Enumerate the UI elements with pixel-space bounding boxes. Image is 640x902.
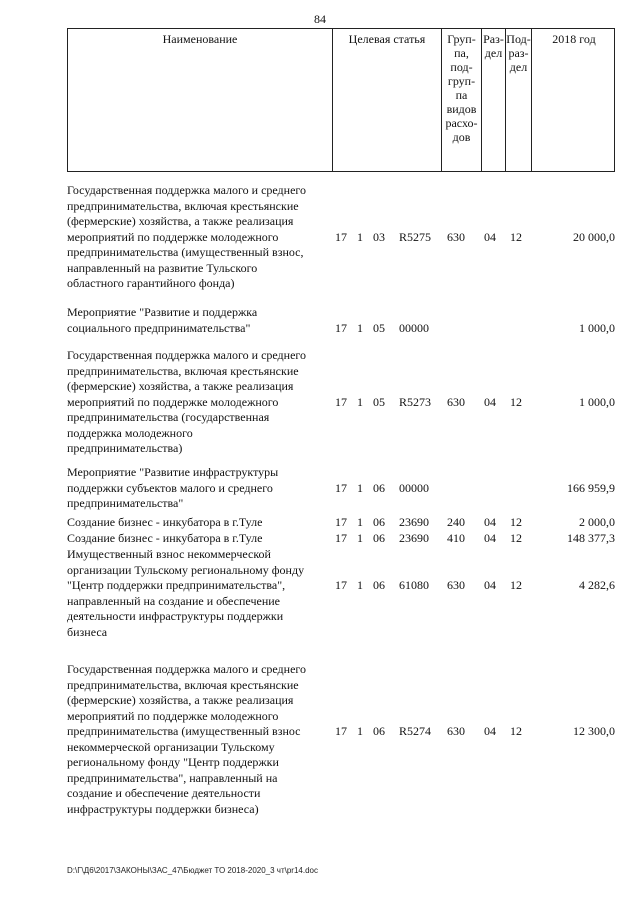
file-path-footer: D:\Г\Д6\2017\ЗАКОНЫ\ЗАС_47\Бюджет ТО 2018-2020_3 чт\pr14.doc — [67, 866, 318, 875]
razdel-code: 04 — [484, 578, 496, 592]
razdel-code: 04 — [484, 229, 496, 244]
target-part-2: 1 — [357, 531, 363, 545]
amount-2018: 1 000,0 — [579, 320, 615, 335]
group-code: 410 — [447, 531, 465, 545]
amount-2018: 2 000,0 — [579, 515, 615, 529]
target-part-1: 17 — [335, 394, 347, 409]
target-part-3: 06 — [373, 724, 385, 738]
target-part-1: 17 — [335, 229, 347, 244]
podrazdel-code: 12 — [510, 394, 522, 409]
target-part-1: 17 — [335, 724, 347, 738]
target-part-4: 00000 — [399, 480, 429, 495]
target-part-2: 1 — [357, 394, 363, 409]
row-name: Мероприятие "Развитие и поддержка социального предпринимательства" — [67, 305, 258, 335]
table-row — [67, 465, 615, 512]
target-part-4: 23690 — [399, 531, 429, 545]
podrazdel-code: 12 — [510, 724, 522, 738]
target-part-4: 00000 — [399, 320, 429, 335]
target-part-2: 1 — [357, 480, 363, 495]
target-part-1: 17 — [335, 320, 347, 335]
table-row — [67, 531, 615, 547]
target-part-3: 05 — [373, 320, 385, 335]
amount-2018: 12 300,0 — [573, 724, 615, 738]
target-part-4: R5274 — [399, 724, 432, 738]
amount-2018: 20 000,0 — [573, 229, 615, 244]
razdel-code: 04 — [484, 515, 496, 529]
row-name: Создание бизнес - инкубатора в г.Туле — [67, 515, 263, 529]
header-razdel: Раз- дел — [482, 29, 506, 171]
target-part-2: 1 — [357, 229, 363, 244]
razdel-code: 04 — [484, 394, 496, 409]
razdel-code: 04 — [484, 724, 496, 738]
page-number: 84 — [314, 12, 326, 26]
row-name: Создание бизнес - инкубатора в г.Туле — [67, 531, 263, 545]
amount-2018: 166 959,9 — [567, 480, 615, 495]
target-part-4: 23690 — [399, 515, 429, 529]
target-part-1: 17 — [335, 531, 347, 545]
table-row — [67, 662, 615, 817]
target-part-3: 06 — [373, 578, 385, 592]
target-part-3: 05 — [373, 394, 385, 409]
target-part-2: 1 — [357, 320, 363, 335]
row-name: Государственная поддержка малого и среднего предпринимательства, включая крестьянские (фермерские) хозяйства, а также реализация мероприятий по поддержке молодежного предпринимательства (имущественный взнос, направленный на развитие Тульского областного гарантийного фонда) — [67, 183, 307, 290]
header-podrazdel: Под- раз- дел — [506, 29, 532, 171]
target-part-3: 06 — [373, 531, 385, 545]
target-part-3: 03 — [373, 229, 385, 244]
group-code: 630 — [447, 394, 465, 409]
row-name: Имущественный взнос некоммерческой организации Тульскому региональному фонду "Центр поддержки предпринимательства", направленный на создание и обеспечение деятельности инфраструктуры поддержки бизнеса — [67, 547, 305, 639]
podrazdel-code: 12 — [510, 229, 522, 244]
target-part-4: 61080 — [399, 578, 429, 592]
target-part-1: 17 — [335, 480, 347, 495]
podrazdel-code: 12 — [510, 515, 522, 529]
razdel-code: 04 — [484, 531, 496, 545]
group-code: 630 — [447, 724, 465, 738]
target-part-2: 1 — [357, 515, 363, 529]
podrazdel-code: 12 — [510, 578, 522, 592]
amount-2018: 1 000,0 — [579, 394, 615, 409]
target-part-2: 1 — [357, 578, 363, 592]
group-code: 240 — [447, 515, 465, 529]
table-row — [67, 547, 615, 640]
row-name: Государственная поддержка малого и среднего предпринимательства, включая крестьянские (фермерские) хозяйства, а также реализация мероприятий по поддержке молодежного предпринимательства (имущественный взнос некоммерческой организации Тульскому региональному фонду "Центр поддержки предпринимательства", направленный на создание и обеспечение деятельности инфраструктуры поддержки бизнеса) — [67, 662, 307, 816]
target-part-2: 1 — [357, 724, 363, 738]
target-part-1: 17 — [335, 515, 347, 529]
header-name: Наименование — [68, 29, 333, 171]
table-row — [67, 515, 615, 531]
amount-2018: 4 282,6 — [579, 578, 615, 592]
target-part-1: 17 — [335, 578, 347, 592]
target-part-4: R5275 — [399, 229, 432, 244]
header-year: 2018 год — [552, 32, 596, 46]
target-part-4: R5273 — [399, 394, 432, 409]
row-name: Государственная поддержка малого и среднего предпринимательства, включая крестьянские (фермерские) хозяйства, а также реализация мероприятий по поддержке молодежного предпринимательства (государственная поддержка молодежного предпринимательства) — [67, 348, 307, 455]
group-code: 630 — [447, 229, 465, 244]
podrazdel-code: 12 — [510, 531, 522, 545]
target-part-3: 06 — [373, 480, 385, 495]
table-row — [67, 348, 615, 457]
amount-2018: 148 377,3 — [567, 531, 615, 545]
table-header — [67, 28, 615, 172]
header-target: Целевая статья — [333, 29, 442, 171]
group-code: 630 — [447, 578, 465, 592]
table-row — [67, 305, 615, 336]
row-name: Мероприятие "Развитие инфраструктуры поддержки субъектов малого и среднего предпринимательства" — [67, 465, 279, 510]
target-part-3: 06 — [373, 515, 385, 529]
header-group: Груп- па, под- груп- па видов расхо- дов — [442, 29, 482, 171]
table-row — [67, 183, 615, 292]
